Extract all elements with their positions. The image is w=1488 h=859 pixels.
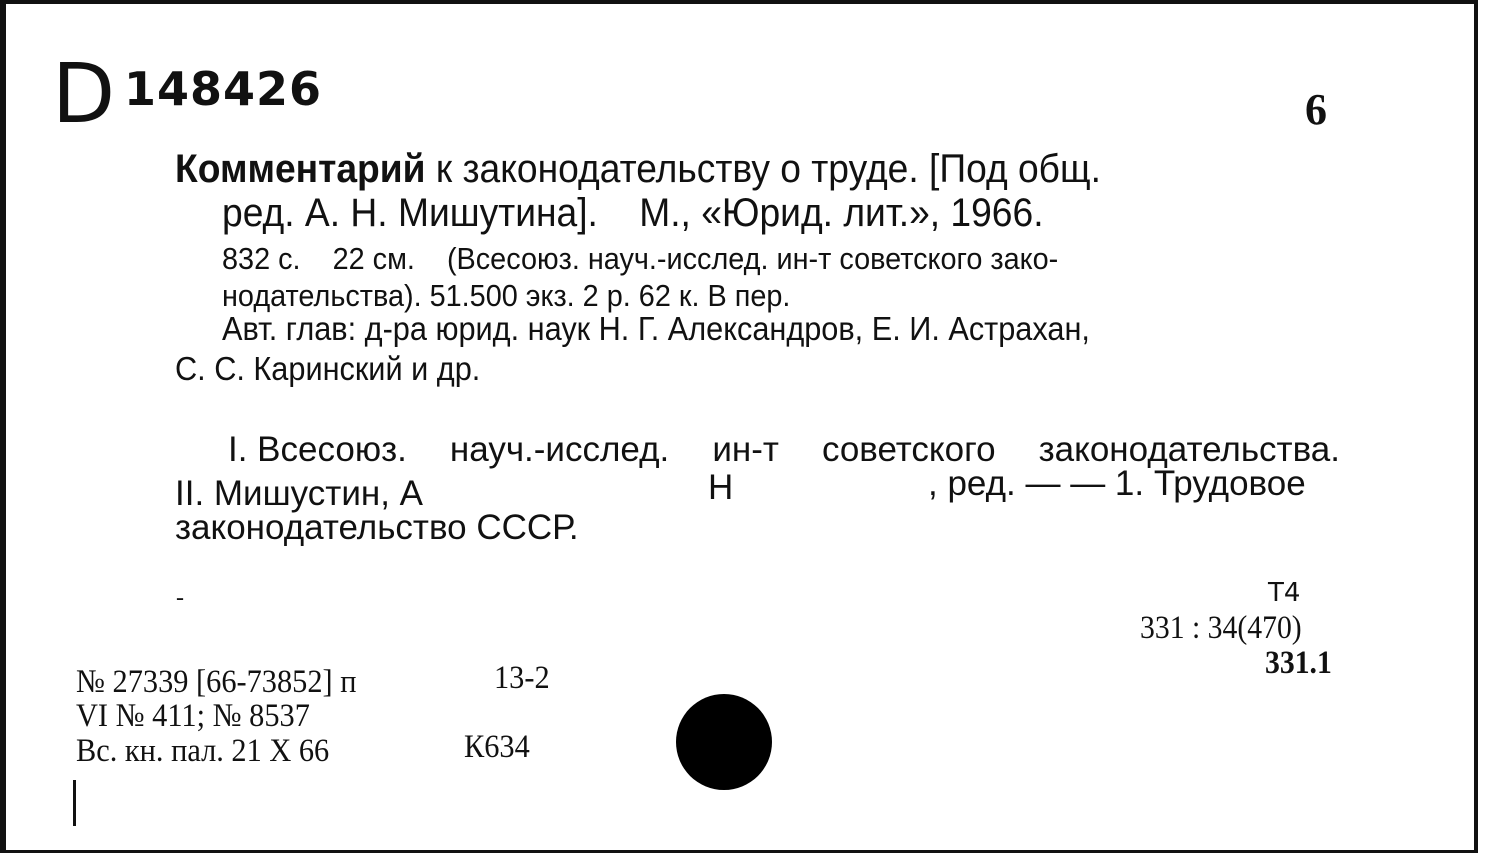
- authors-line-1: [222, 312, 1155, 347]
- udc-code: [1140, 612, 1320, 645]
- title-line-2: [222, 193, 1105, 233]
- authors-note-2: С. С. Каринский и др.: [175, 350, 481, 387]
- registry-line-1a: [76, 666, 381, 699]
- card-number: 6: [1305, 85, 1327, 134]
- punch-hole: [676, 694, 772, 790]
- tracing-line-2c: , ред. — — 1. Трудовое: [928, 464, 1306, 503]
- tracing-line-2b: Н: [708, 468, 734, 507]
- registry-code: 13-2: [494, 660, 550, 696]
- udc-code-text: 331 : 34(470): [1140, 610, 1302, 646]
- tracing-word: советского: [821, 430, 996, 469]
- tracing-word: законодательства.: [1038, 430, 1340, 469]
- physical-line-2: [222, 280, 833, 311]
- authors-line-2: [175, 352, 503, 387]
- registry-line-3a: [76, 735, 351, 768]
- tracing-word: I. Всесоюз.: [228, 430, 407, 469]
- udc-code-2-text: 331.1: [1265, 645, 1332, 681]
- udc-code-2: [1265, 647, 1339, 680]
- handwritten-classification: Т4: [1268, 578, 1301, 608]
- physical-description-1: 832 с. 22 см. (Всесоюз. науч.-исслед. ин-т советского зако-: [222, 241, 1059, 276]
- registry-number: № 27339 [66-73852] п: [76, 664, 357, 700]
- call-number-letter: D: [52, 47, 116, 142]
- physical-line-1: [222, 243, 1121, 274]
- registry-chamber: Вс. кн. пал. 21 X 66: [76, 733, 330, 769]
- dash-mark: -: [176, 585, 184, 611]
- registry-series: VI № 411; № 8537: [76, 698, 310, 734]
- title-lead-word: Комментарий: [175, 147, 426, 191]
- title-line-1: [175, 148, 1171, 190]
- registry-index: К634: [464, 729, 530, 765]
- registry-line-1b: [494, 662, 555, 695]
- call-number-digits: 148426: [124, 62, 323, 116]
- physical-description-2: нодательства). 51.500 экз. 2 р. 62 к. В пер.: [222, 278, 791, 313]
- title-text: к законодательству о труде. [Под общ.: [425, 147, 1101, 191]
- tracing-line-2a: II. Мишустин, А: [175, 474, 423, 513]
- pen-stroke: [73, 780, 76, 826]
- title-responsibility: ред. А. Н. Мишутина]. М., «Юрид. лит.», 1966.: [222, 191, 1044, 235]
- registry-line-2: [76, 700, 330, 733]
- authors-note-1: Авт. глав: д-ра юрид. наук Н. Г. Александров, Е. И. Астрахан,: [222, 310, 1090, 347]
- tracing-line-3: законодательство СССР.: [175, 508, 579, 547]
- tracing-word: ин-т: [712, 430, 779, 469]
- tracing-line-1: [228, 432, 1340, 467]
- tracing-word: науч.-исслед.: [449, 430, 670, 469]
- registry-line-3b: [464, 731, 536, 764]
